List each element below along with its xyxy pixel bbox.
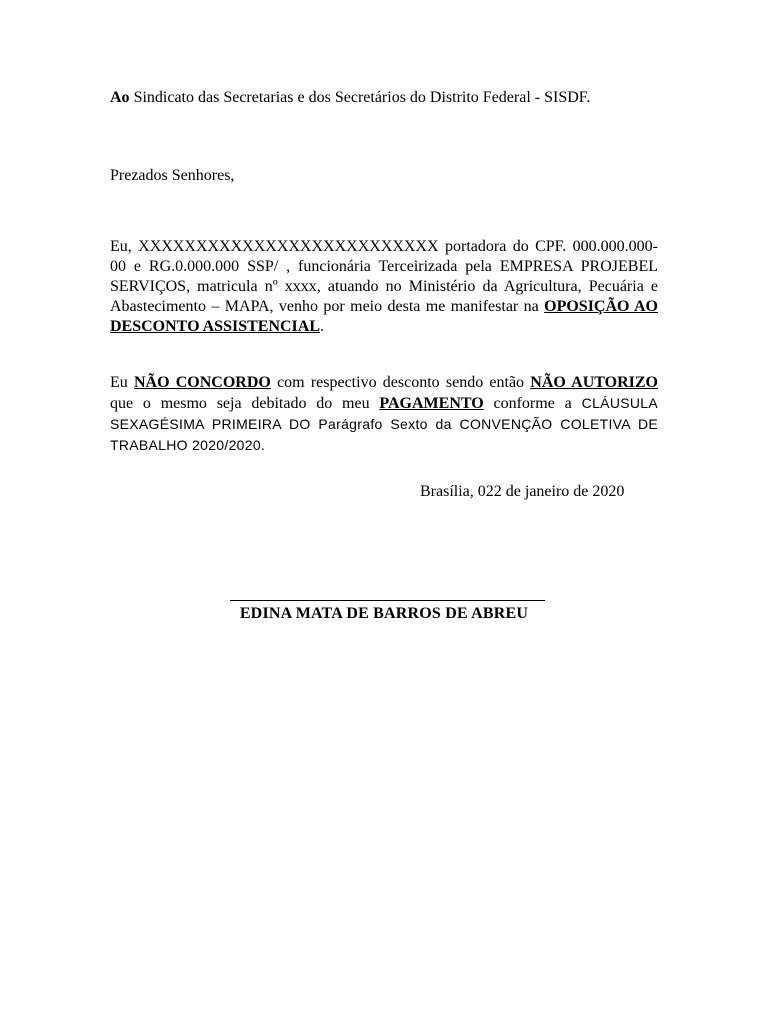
addressee-prefix: Ao <box>110 89 130 106</box>
paragraph-refusal <box>110 373 658 456</box>
addressee-text: Sindicato das Secretarias e dos Secretários do Distrito Federal - SISDF. <box>129 89 591 106</box>
paragraph2-text-a: Eu <box>110 374 134 391</box>
paragraph2-text-b: com respectivo desconto sendo então <box>270 374 531 391</box>
paragraph2-text-d: conforme a <box>483 395 572 412</box>
paragraph1-emphasis: OPOSIÇÃO AO DESCONTO ASSISTENCIAL <box>110 298 658 335</box>
signature-name: EDINA MATA DE BARROS DE ABREU <box>239 605 529 622</box>
paragraph2-text-c: que o mesmo seja debitado do meu <box>110 395 380 412</box>
paragraph2-clause: CLÁUSULA SEXAGÉSIMA PRIMEIRA DO Parágrafo Sexto da CONVENÇÃO COLETIVA DE TRABALHO 2020/2020. <box>110 395 659 453</box>
paragraph1-text-a: Eu, XXXXXXXXXXXXXXXXXXXXXXXXXX portadora do CPF. 000.000.000-00 e RG.0.000.000 SSP/ , funcionária Terceirizada pela EMPRESA PROJEBEL SERVIÇOS, matricula nº xxxx, atuando no Ministério da Agricultura, Pecuária e Abastecimento – MAPA, venho por meio desta me manifestar na <box>110 238 658 315</box>
paragraph-identification <box>110 237 658 337</box>
greeting: Prezados Senhores, <box>110 167 235 184</box>
addressee-line <box>110 88 670 108</box>
paragraph2-emphasis-2: NÃO AUTORIZO <box>530 374 658 391</box>
date-line: Brasília, 022 de janeiro de 2020 <box>420 483 625 500</box>
signature-line <box>230 600 545 601</box>
paragraph1-text-b: . <box>320 318 325 335</box>
paragraph2-emphasis-3: PAGAMENTO <box>379 395 484 412</box>
paragraph2-emphasis-1: NÃO CONCORDO <box>133 374 271 391</box>
